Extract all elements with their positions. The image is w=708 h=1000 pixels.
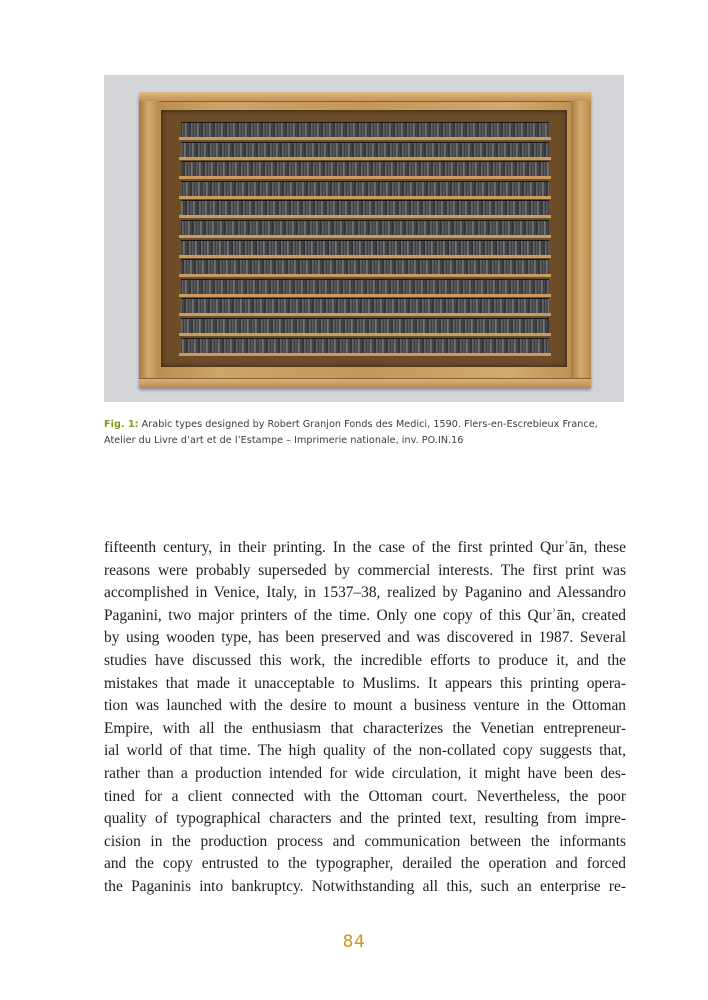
case-divider-slat [179,137,551,140]
figure-caption-text: Arabic types designed by Robert Granjon Fonds des Medici, 1590. Flers-en-Escrebieux France, Atelier du Livre d’art et de l’Estampe – Imprimerie nationale, inv. PO.IN.16 [104,419,598,446]
body-line: accomplished in Venice, Italy, in 1537–38, realized by Paganino and Alessandro [104,584,626,602]
type-row [181,318,549,334]
body-line: Paganini, two major printers of the time. Only one copy of this Qurʾān, created [104,606,626,624]
body-line: reasons were probably superseded by commercial interests. The first print was [104,561,626,579]
type-row [181,259,549,275]
case-rim-top [139,92,591,102]
figure-caption-label: Fig. 1: [104,419,139,430]
type-row [181,240,549,256]
type-row [181,279,549,295]
type-row [181,142,549,158]
case-divider-slat [179,333,551,336]
body-line: ial world of that time. The high quality of the non-collated copy suggests that, [104,742,626,760]
body-line: tion was launched with the desire to mount a business venture in the Ottoman [104,697,626,715]
case-divider-slat [179,157,551,160]
body-line: studies have discussed this work, the incredible efforts to produce it, and the [104,651,626,669]
case-divider-slat [179,235,551,238]
body-line: quality of typographical characters and the printed text, resulting from impre- [104,810,626,828]
body-line: fifteenth century, in their printing. In the case of the first printed Qurʾān, these [104,539,626,556]
type-row [181,338,549,354]
case-divider-slat [179,255,551,258]
body-paragraph [104,537,626,899]
case-side-left [139,101,159,379]
figure-caption [104,417,628,449]
page-number: 84 [342,932,366,952]
body-line: tined for a client connected with the Ottoman court. Nevertheless, the poor [104,787,626,805]
type-row [181,181,549,197]
case-divider-slat [179,274,551,277]
case-divider-slat [179,176,551,179]
body-line: cision in the production process and communication between the informants [104,832,626,850]
type-row [181,122,549,138]
type-row [181,161,549,177]
figure-image-type-case [139,92,591,388]
case-rim-bottom [139,378,591,388]
body-line: by using wooden type, has been preserved and was discovered in 1987. Several [104,629,626,647]
case-divider-slat [179,294,551,297]
case-divider-slat [179,196,551,199]
case-side-right [571,101,591,379]
body-line: Empire, with all the enthusiasm that characterizes the Venetian entrepreneur- [104,719,626,737]
type-row [181,298,549,314]
case-divider-slat [179,353,551,356]
body-line: the Paganinis into bankruptcy. Notwithstanding all this, such an enterprise re- [104,877,626,895]
case-divider-slat [179,215,551,218]
body-line: mistakes that made it unacceptable to Muslims. It appears this printing opera- [104,674,626,692]
body-line: rather than a production intended for wide circulation, it might have been des- [104,764,626,782]
type-row [181,200,549,216]
case-divider-slat [179,313,551,316]
type-row [181,220,549,236]
body-line: and the copy entrusted to the typographer, derailed the operation and forced [104,855,626,873]
